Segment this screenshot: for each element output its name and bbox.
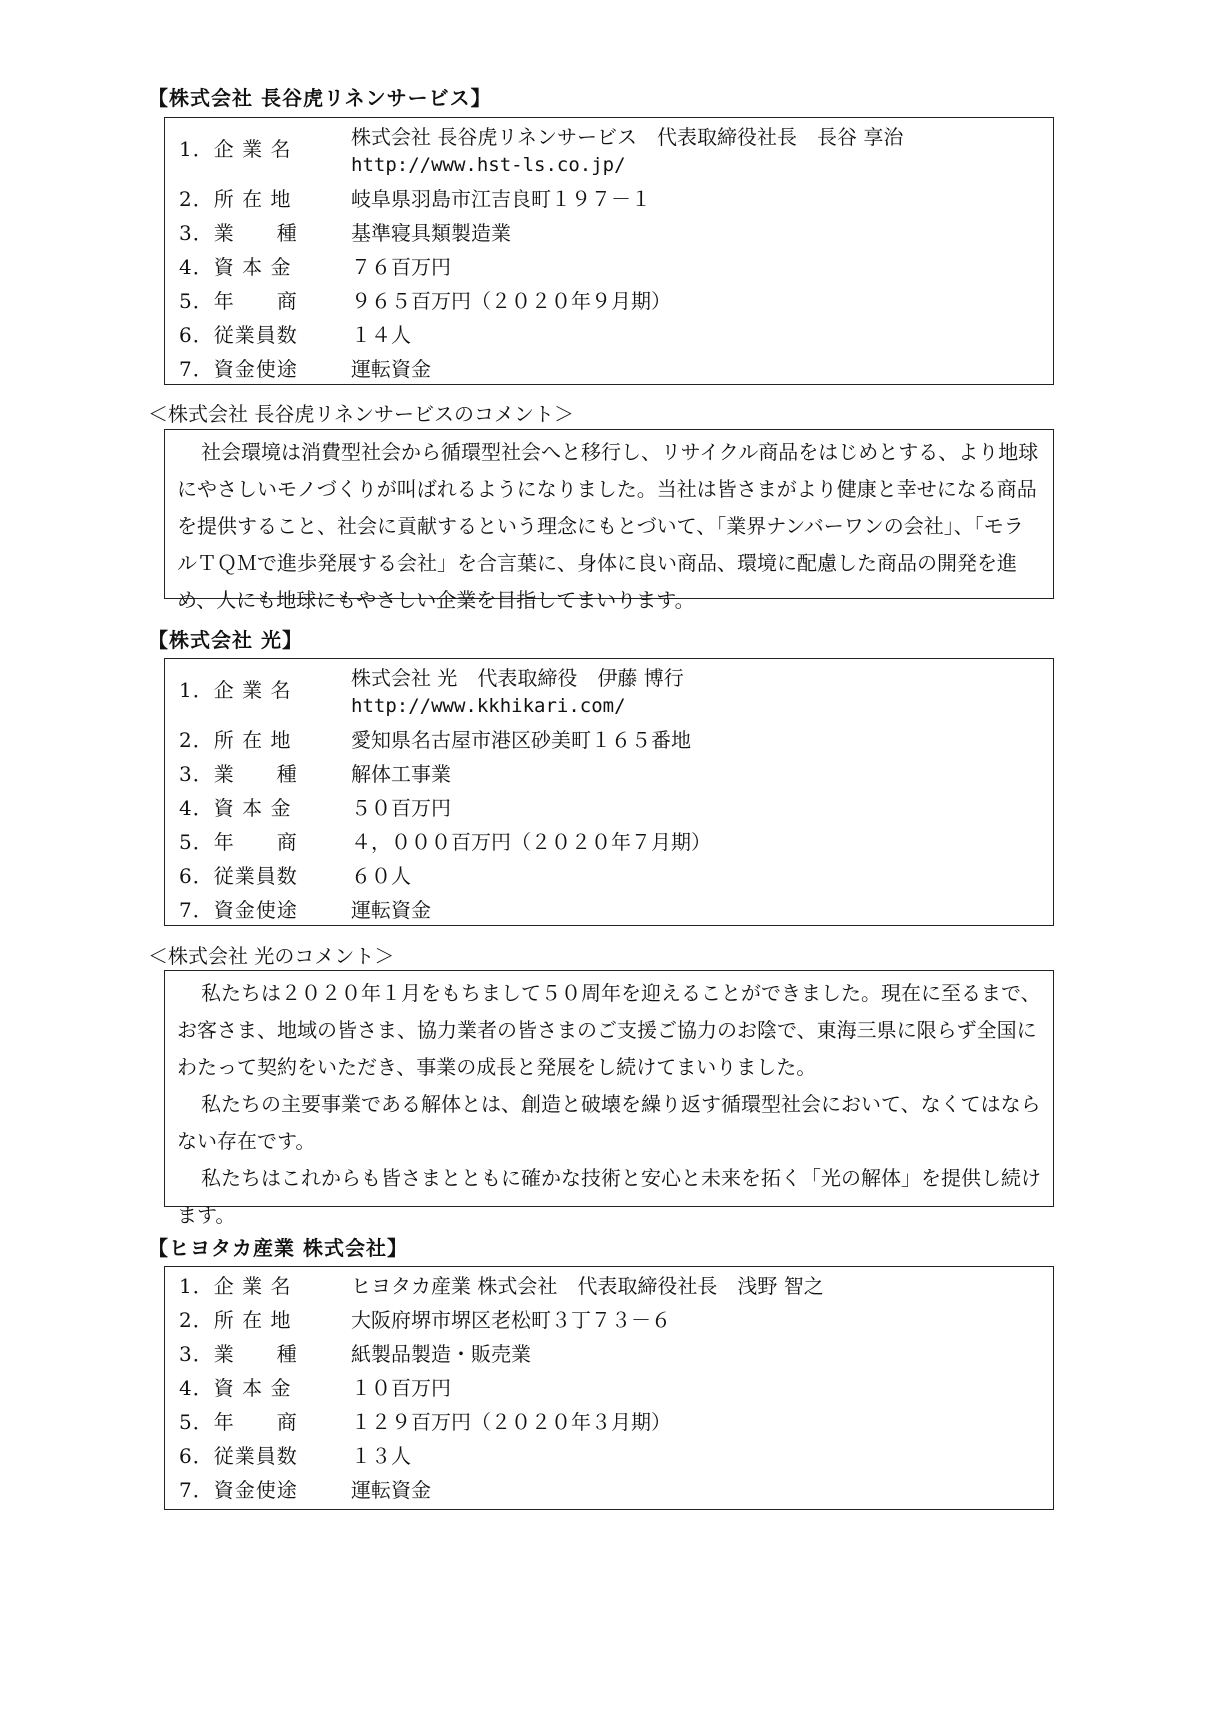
info-row-address bbox=[179, 180, 1043, 218]
info-value: 紙製品製造・販売業 bbox=[351, 1342, 531, 1366]
company-info-table bbox=[164, 117, 1054, 385]
company-heading: 【株式会社 光】 bbox=[148, 628, 303, 652]
comment-caption: ＜株式会社 光のコメント＞ bbox=[148, 944, 395, 968]
info-row-fund-usage bbox=[179, 1471, 1043, 1509]
info-value: 運転資金 bbox=[351, 898, 431, 922]
info-row-annual-sales bbox=[179, 823, 1043, 861]
info-row-annual-sales bbox=[179, 1403, 1043, 1441]
info-row-employees bbox=[179, 857, 1043, 895]
info-value: 株式会社 長谷虎リネンサービス 代表取締役社長 長谷 享治 bbox=[351, 125, 904, 149]
company-info-table bbox=[164, 1266, 1054, 1510]
info-label: 5．年 商 bbox=[179, 830, 298, 854]
info-label: 3．業 種 bbox=[179, 1342, 298, 1366]
info-value: １３人 bbox=[351, 1444, 411, 1468]
info-label: 7．資金使途 bbox=[179, 898, 298, 922]
info-label: 6．従業員数 bbox=[179, 323, 298, 347]
info-label: 4．資 本 金 bbox=[179, 1376, 292, 1400]
company-info-table bbox=[164, 658, 1054, 926]
info-row-address bbox=[179, 1301, 1043, 1339]
info-value: １４人 bbox=[351, 323, 411, 347]
info-value: ４，０００百万円（２０２０年７月期） bbox=[351, 830, 711, 854]
info-value: １０百万円 bbox=[351, 1376, 451, 1400]
info-label: 1．企 業 名 bbox=[179, 137, 292, 161]
info-row-company-name bbox=[179, 118, 1043, 180]
info-row-company-name bbox=[179, 1267, 1043, 1305]
info-label: 6．従業員数 bbox=[179, 864, 298, 888]
info-label: 2．所 在 地 bbox=[179, 1308, 292, 1332]
company-heading: 【ヒヨタカ産業 株式会社】 bbox=[148, 1236, 408, 1260]
info-row-capital bbox=[179, 789, 1043, 827]
info-value: １２９百万円（２０２０年３月期） bbox=[351, 1410, 671, 1434]
info-value: ９６５百万円（２０２０年９月期） bbox=[351, 289, 671, 313]
info-value: 運転資金 bbox=[351, 357, 431, 381]
comment-box bbox=[164, 429, 1054, 612]
info-label: 5．年 商 bbox=[179, 1410, 298, 1434]
info-value: 解体工事業 bbox=[351, 762, 451, 786]
info-value: 大阪府堺市堺区老松町３丁７３－６ bbox=[351, 1308, 671, 1332]
comment-caption: ＜株式会社 長谷虎リネンサービスのコメント＞ bbox=[148, 402, 574, 426]
company-url: http://www.kkhikari.com/ bbox=[351, 695, 626, 717]
info-row-capital bbox=[179, 248, 1043, 286]
info-row-employees bbox=[179, 1437, 1043, 1475]
info-row-annual-sales bbox=[179, 282, 1043, 320]
info-row-address bbox=[179, 721, 1043, 759]
info-label: 3．業 種 bbox=[179, 762, 298, 786]
comment-paragraph: 私たちの主要事業である解体とは、創造と破壊を繰り返す循環型社会において、なくてはならない存在です。 bbox=[177, 1092, 1041, 1153]
info-label: 4．資 本 金 bbox=[179, 796, 292, 820]
info-label: 7．資金使途 bbox=[179, 357, 298, 381]
info-value: ヒヨタカ産業 株式会社 代表取締役社長 浅野 智之 bbox=[351, 1274, 824, 1298]
info-row-fund-usage bbox=[179, 350, 1043, 388]
company-url: http://www.hst-ls.co.jp/ bbox=[351, 154, 626, 176]
info-row-fund-usage bbox=[179, 891, 1043, 929]
comment-paragraph: 私たちはこれからも皆さまとともに確かな技術と安心と未来を拓く「光の解体」を提供し続けます。 bbox=[177, 1166, 1041, 1227]
info-row-employees bbox=[179, 316, 1043, 354]
info-value: 運転資金 bbox=[351, 1478, 431, 1502]
info-label: 1．企 業 名 bbox=[179, 678, 292, 702]
info-label: 5．年 商 bbox=[179, 289, 298, 313]
info-value: 愛知県名古屋市港区砂美町１６５番地 bbox=[351, 728, 691, 752]
info-row-industry bbox=[179, 1335, 1043, 1373]
info-value: 株式会社 光 代表取締役 伊藤 博行 bbox=[351, 666, 684, 690]
info-label: 1．企 業 名 bbox=[179, 1274, 292, 1298]
comment-paragraph: 社会環境は消費型社会から循環型社会へと移行し、リサイクル商品をはじめとする、より地球にやさしいモノづくりが叫ばれるようになりました。当社は皆さまがより健康と幸せになる商品を提供すること、社会に貢献するという理念にもとづいて、「業界ナンバーワンの会社」、「モラルＴＱＭで進歩発展する会社」を合言葉に、身体に良い商品、環境に配慮した商品の開発を進め、人にも地球にもやさしい企業を目指してまいります。 bbox=[177, 440, 1039, 612]
info-label: 2．所 在 地 bbox=[179, 187, 292, 211]
info-row-industry bbox=[179, 755, 1043, 793]
info-value: ７６百万円 bbox=[351, 255, 451, 279]
company-heading: 【株式会社 長谷虎リネンサービス】 bbox=[148, 86, 492, 110]
info-row-industry bbox=[179, 214, 1043, 252]
info-value: ６０人 bbox=[351, 864, 411, 888]
info-value: 岐阜県羽島市江吉良町１９７－１ bbox=[351, 187, 651, 211]
info-label: 6．従業員数 bbox=[179, 1444, 298, 1468]
comment-paragraph: 私たちは２０２０年１月をもちまして５０周年を迎えることができました。現在に至るまで、お客さま、地域の皆さま、協力業者の皆さまのご支援ご協力のお陰で、東海三県に限らず全国にわたって契約をいただき、事業の成長と発展をし続けてまいりました。 bbox=[177, 981, 1041, 1079]
info-label: 7．資金使途 bbox=[179, 1478, 298, 1502]
info-row-capital bbox=[179, 1369, 1043, 1407]
comment-box bbox=[164, 970, 1054, 1227]
info-label: 3．業 種 bbox=[179, 221, 298, 245]
info-value: 基準寝具類製造業 bbox=[351, 221, 511, 245]
info-label: 4．資 本 金 bbox=[179, 255, 292, 279]
info-label: 2．所 在 地 bbox=[179, 728, 292, 752]
info-row-company-name bbox=[179, 659, 1043, 721]
info-value: ５０百万円 bbox=[351, 796, 451, 820]
